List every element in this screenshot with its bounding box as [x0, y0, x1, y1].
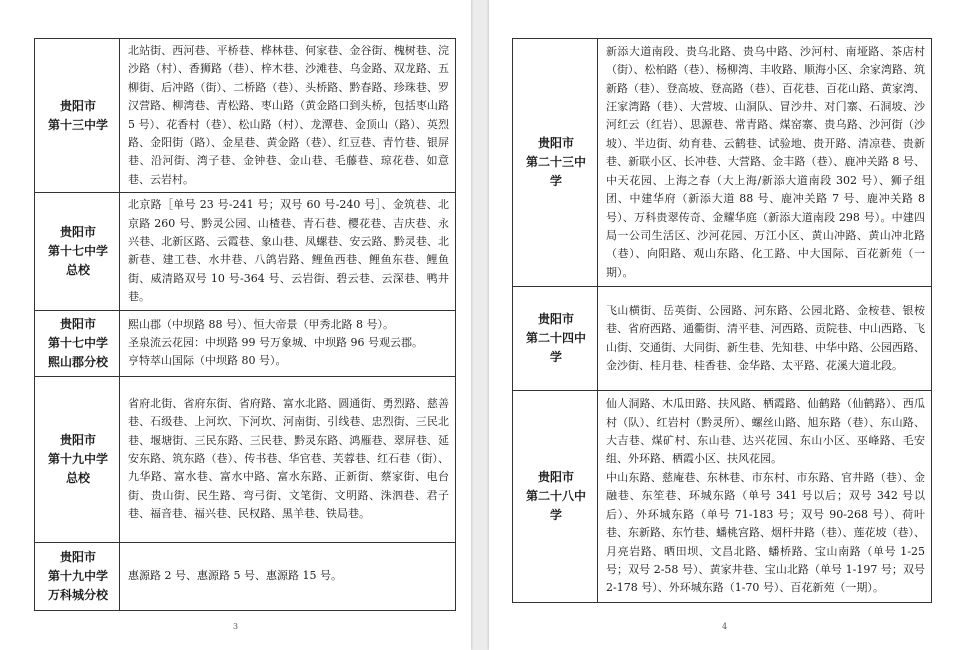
school-name-cell: 贵阳市 第二十三中学	[513, 39, 598, 287]
table-row	[35, 310, 456, 376]
school-name-cell: 贵阳市 第十七中学 熙山郡分校	[35, 310, 120, 376]
table-row	[35, 39, 456, 193]
table-row	[35, 376, 456, 542]
enrollment-area-cell: 惠源路 2 号、惠源路 5 号、惠源路 15 号。	[120, 542, 456, 610]
document-page-3	[0, 0, 471, 650]
district-table-right	[512, 38, 932, 603]
school-name-cell: 贵阳市 第二十四中学	[513, 287, 598, 391]
school-name-cell: 贵阳市 第二十八中学	[513, 391, 598, 603]
table-row	[35, 193, 456, 310]
page-number: 3	[232, 622, 239, 631]
document-page-4	[489, 0, 960, 650]
table-row	[513, 287, 932, 391]
enrollment-area-cell: 省府北街、省府东街、省府路、富水北路、圆通街、勇烈路、慈善巷、石级巷、上河坎、下河坎、河南街、引线巷、忠烈街、三民北巷、堰塘街、三民东路、三民巷、黔灵东路、鸿雁巷、翠屏巷、延安东路、筑东路（巷）、传书巷、华官巷、芙蓉巷、红石巷（街）、九华路、富水巷、富水中路、富水东路、正新街、蔡家街、电台街、贵山街、民生路、弯弓街、文笔街、文明路、洙泗巷、君子巷、福音巷、福兴巷、民权路、黑羊巷、铁局巷。	[120, 376, 456, 542]
table-row	[35, 542, 456, 610]
school-name-cell: 贵阳市 第十九中学 总校	[35, 376, 120, 542]
enrollment-area-cell: 飞山横街、岳英街、公园路、河东路、公园北路、金桉巷、银桉巷、省府西路、通衢街、清平巷、河西路、贡院巷、中山西路、飞山街、交通街、大同街、新生巷、先知巷、中华中路、公园西路、金沙街、桂月巷、桂香巷、金华路、太平路、花溪大道北段。	[598, 287, 932, 391]
school-name-cell: 贵阳市 第十七中学 总校	[35, 193, 120, 310]
enrollment-area-cell: 北站街、西河巷、平桥巷、桦林巷、何家巷、金谷街、槐树巷、浣沙路（村）、香狮路（巷）、梓木巷、沙滩巷、乌金路、双龙路、五柳街、后冲路（街）、二桥路（巷）、头桥路、黔春路、珍珠巷、罗汉营路、柳湾巷、青松路、枣山路（黄金路口到头桥，包括枣山路 5 号）、花香村（巷）、松山路（村）、龙潭巷、金顶山（路）、英烈路、金阳街（路）、金星巷、黄金路（巷）、红豆巷、青竹巷、银屏巷、沿河街、湾子巷、金钟巷、金山巷、毛藤巷、琼花巷、如意巷、云岩村。	[120, 39, 456, 193]
enrollment-area-cell: 新添大道南段、贵乌北路、贵乌中路、沙河村、南垭路、茶店村（街）、松柏路（巷）、杨柳湾、丰收路、顺海小区、余家湾路、筑新路（巷）、登高坡、登高路（巷）、百花巷、百花山路、黄家湾、汪家湾路（巷）、大营坡、山洞队、冒沙井、对门寨、石洞坡、沙河红云（红岩）、思源巷、常青路、煤窑寨、贵乌路、沙河街（沙坡）、半边街、幼育巷、云鹤巷、试验地、贵开路、清凉巷、贵新巷、新联小区、长冲巷、大营路、金丰路（巷）、鹿冲关路 8 号、中天花园、上海之春（大上海/新添大道南段 302 号）、狮子组团、中建华府（新添大道 88 号、鹿冲关路 7 号、鹿冲关路 8 号）、万科贵翠传奇、金耀华庭（新添大道南段 298 号）。中建四局一公司生活区、沙河花园、万江小区、黄山冲路、黄山冲北路（巷）、向阳路、观山东路、化工路、中大国际、百花新苑（一期）。	[598, 39, 932, 287]
enrollment-area-cell: 熙山郡（中坝路 88 号）、恒大帝景（甲秀北路 8 号）。 圣泉流云花园：中坝路 99 号万象城、中坝路 96 号观云郡。 亨特萃山国际（中坝路 80 号）。	[120, 310, 456, 376]
page-number: 4	[721, 622, 728, 631]
table-row	[513, 39, 932, 287]
enrollment-area-cell: 仙人洞路、木瓜田路、扶风路、栖霞路、仙鹤路（仙鹤路）、西瓜村（队）、红岩村（黔灵所）、螺丝山路、旭东路（巷）、东山路、大吉巷、煤矿村、东山巷、达兴花园、东山小区、巫峰路、毛安组、外环路、栖霞小区、扶风花园。 中山东路、慈庵巷、东林巷、市东村、市东路、官井路（巷）、金融巷、东笙巷、环城东路（单号 341 号以后；双号 342 号以后）、外环城东路（单号 71-183 号；双号 90-268 号）、荷叶巷、东新路、东竹巷、蟠桃宫路、烟杆井路（巷）、莲花坡（巷）、月亮岩路、晒田坝、文昌北路、蟠桥路、宝山南路（单号 1-25 号；双号 2-58 号）、黄家井巷、宝山北路（单号 1-197 号；双号 2-178 号）、外环城东路（1-70 号）、百花新苑（一期）。	[598, 391, 932, 603]
school-name-cell: 贵阳市 第十九中学 万科城分校	[35, 542, 120, 610]
school-name-cell: 贵阳市 第十三中学	[35, 39, 120, 193]
table-row	[513, 391, 932, 603]
district-table-left	[34, 38, 456, 611]
enrollment-area-cell: 北京路［单号 23 号-241 号；双号 60 号-240 号］、金筑巷、北京路 260 号、黔灵公园、山楂巷、青石巷、樱花巷、吉庆巷、永兴巷、北新区路、云霞巷、象山巷、凤螺巷、安云路、黔灵巷、北新巷、建工巷、水井巷、八鸽岩路、鲤鱼西巷、鲤鱼东巷、鲤鱼街、威清路双号 10 号-364 号、云岩街、碧云巷、云深巷、鸭井巷。	[120, 193, 456, 310]
